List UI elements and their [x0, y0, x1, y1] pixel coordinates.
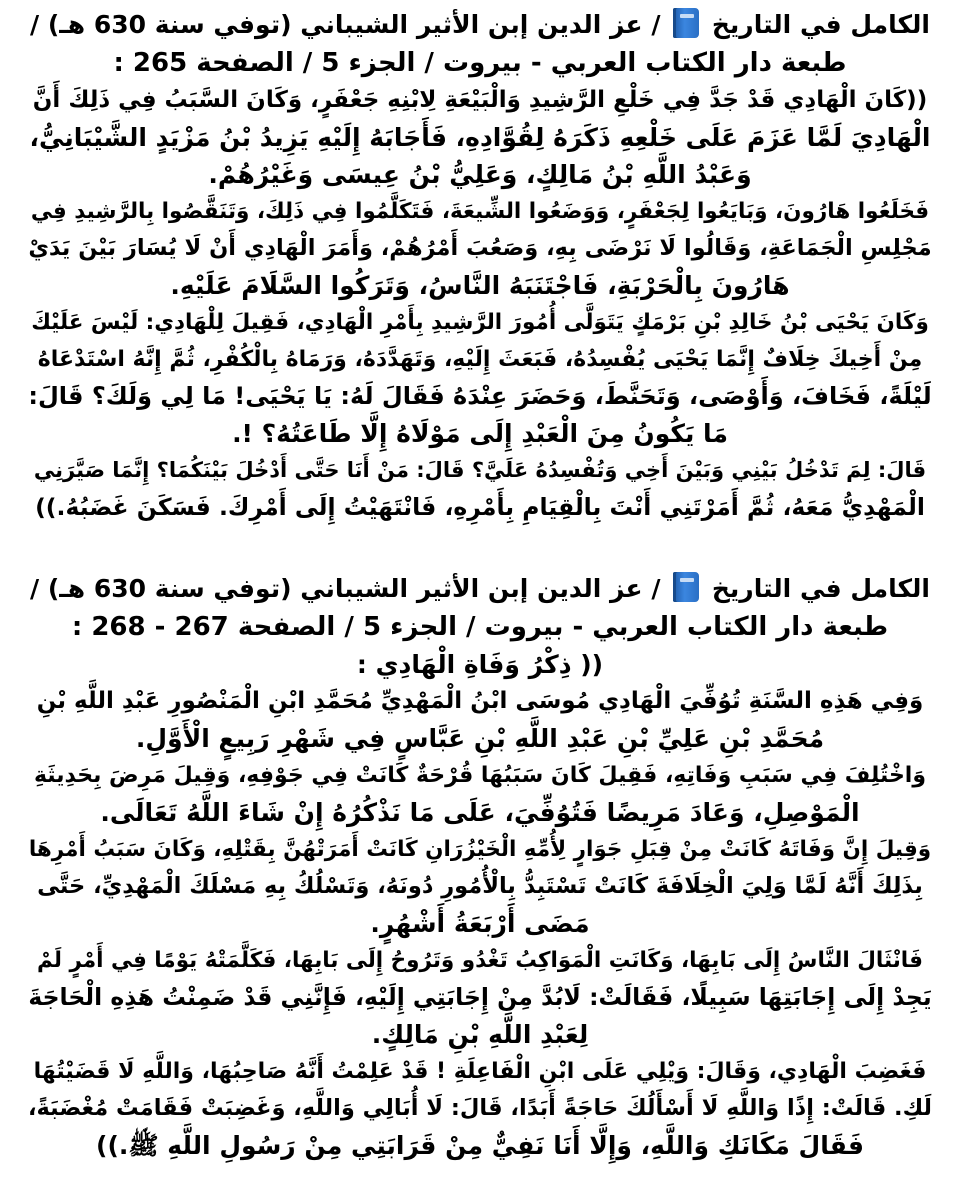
- paragraph: [28, 193, 932, 304]
- text-line: قَالَ: لِمَ تَدْخُلُ بَيْنِي وَبَيْنَ أَخِي وَتُفْسِدُهُ عَلَيَّ؟ قَالَ: مَنْ أَنَا حَتَّى أَدْخُلَ بَيْنَكُمَا؟ إِنَّمَا صَيَّرَنِي: [33, 458, 927, 482]
- paragraph: [28, 304, 932, 452]
- text-line: الْمَهْدِيُّ مَعَهُ، ثُمَّ أَمَرْتَنِي أَنْتَ بِالْقِيَامِ بِأَمْرِهِ، فَانْتَهَيْتُ إِلَى أَمْرِكَ. فَسَكَنَ غَضَبُهُ.)): [35, 493, 925, 521]
- quote-section-1: [28, 6, 932, 526]
- text-line: ((كَانَ الْهَادِي قَدْ جَدَّ فِي خَلْعِ الرَّشِيدِ وَالْبَيْعَةِ لِابْنِهِ جَعْفَرٍ، وَكَانَ السَّبَبُ فِي ذَلِكَ أَنَّ: [32, 87, 928, 113]
- text-line: فَغَضِبَ الْهَادِي، وَقَالَ: وَيْلِي عَلَى ابْنِ الْفَاعِلَةِ ! قَدْ عَلِمْتُ أَنَّهُ صَاحِبُهَا، وَاللَّهِ لَا قَضَيْتُهَا: [33, 1059, 927, 1084]
- paragraph: [28, 683, 932, 757]
- author-info: / عز الدين إبن الأثير الشيباني (توفي سنة 630 هـ) /: [30, 10, 661, 39]
- text-line: لَيْلَةً، فَخَافَ، وَأَوْصَى، وَتَحَنَّطَ، وَحَضَرَ عِنْدَهُ فَقَالَ لَهُ: يَا يَحْيَى! مَا لِي وَلَكَ؟ قَالَ:: [28, 382, 932, 410]
- source-header-line-1: [28, 6, 932, 44]
- text-line: هَارُونَ بِالْحَرْبَةِ، فَاجْتَنَبَهُ النَّاسُ، وَتَرَكُوا السَّلَامَ عَلَيْهِ.: [170, 271, 790, 300]
- text-line: وَاخْتُلِفَ فِي سَبَبِ وَفَاتِهِ، فَقِيلَ كَانَ سَبَبُهَا قُرْحَةٌ كَانَتْ فِي جَوْفِهِ، وَقِيلَ مَرِضَ بِحَدِيثَةِ: [33, 763, 927, 788]
- blue-book-icon: [673, 572, 699, 602]
- text-line: (( ذِكْرُ وَفَاةِ الْهَادِي :: [356, 650, 604, 679]
- quote-section-2: [28, 570, 932, 1164]
- book-title: الكامل في التاريخ: [711, 10, 930, 39]
- paragraph: [28, 831, 932, 942]
- text-line: لِعَبْدِ اللَّهِ بْنِ مَالِكٍ.: [371, 1020, 589, 1049]
- text-line: فَقَالَ مَكَانَكِ وَاللَّهِ، وَإِلَّا أَنَا نَفِيٌّ مِنْ قَرَابَتِي مِنْ رَسُولِ اللَّهِ ﷺ.)): [96, 1131, 864, 1160]
- paragraph: [28, 452, 932, 526]
- book-title: الكامل في التاريخ: [711, 574, 930, 603]
- text-line: وَقِيلَ إِنَّ وَفَاتَهُ كَانَتْ مِنْ قِبَلِ جَوَارٍ لِأُمِّهِ الْخَيْزُرَانِ كَانَتْ أَمَرَتْهُنَّ بِقَتْلِهِ، وَكَانَ سَبَبُ أَمْرِهَا: [28, 837, 932, 862]
- text-line: وَفِي هَذِهِ السَّنَةِ تُوُفِّيَ الْهَادِي مُوسَى ابْنُ الْمَهْدِيِّ مُحَمَّدِ ابْنِ الْمَنْصُورِ عَبْدِ اللَّهِ بْنِ: [36, 688, 924, 714]
- paragraph: [28, 757, 932, 831]
- text-line: يَجِدْ إِلَى إِجَابَتِهَا سَبِيلًا، فَقَالَتْ: لَابُدَّ مِنْ إِجَابَتِي إِلَيْهِ، فَإِنَّنِي قَدْ ضَمِنْتُ هَذِهِ الْحَاجَةَ: [28, 983, 932, 1011]
- source-header-line-2: طبعة دار الكتاب العربي - بيروت / الجزء 5 / الصفحة 267 - 268 :: [71, 612, 889, 642]
- text-line: بِذَلِكَ أَنَّهُ لَمَّا وَلِيَ الْخِلَافَةَ كَانَتْ تَسْتَبِدُّ بِالْأُمُورِ دُونَهُ، وَتَسْلُكُ بِهِ مَسْلَكَ الْمَهْدِيِّ، حَتَّى: [37, 873, 923, 899]
- section-heading: [28, 646, 932, 683]
- text-line: الْمَوْصِلِ، وَعَادَ مَرِيضًا فَتُوُفِّيَ، عَلَى مَا نَذْكُرُهُ إِنْ شَاءَ اللَّهُ تَعَالَى.: [100, 798, 860, 827]
- paragraph: [28, 82, 932, 193]
- source-header-line-1: [28, 570, 932, 608]
- paragraph: [28, 1053, 932, 1164]
- text-line: مُحَمَّدِ بْنِ عَلِيِّ بْنِ عَبْدِ اللَّهِ بْنِ عَبَّاسٍ فِي شَهْرِ رَبِيعٍ الْأَوَّلِ.: [135, 724, 825, 753]
- paragraph: [28, 942, 932, 1053]
- text-line: مَجْلِسِ الْجَمَاعَةِ، وَقَالُوا لَا نَرْضَى بِهِ، وَصَعُبَ أَمْرُهُمْ، وَأَمَرَ الْهَادِي أَنْ لَا يُسَارَ بَيْنَ يَدَيْ: [28, 235, 932, 261]
- author-info: / عز الدين إبن الأثير الشيباني (توفي سنة 630 هـ) /: [30, 574, 661, 603]
- text-line: مِنْ أَخِيكَ خِلَافٌ إِنَّمَا يَحْيَى يُفْسِدُهُ، فَبَعَثَ إِلَيْهِ، وَتَهَدَّدَهُ، وَرَمَاهُ بِالْكُفْرِ، ثُمَّ إِنَّهُ اسْتَدْعَاهُ: [37, 347, 923, 372]
- blue-book-icon: [673, 8, 699, 38]
- text-line: لَكِ. قَالَتْ: إِذًا وَاللَّهِ لَا أَسْأَلُكَ حَاجَةً أَبَدًا، قَالَ: لَا أُبَالِي وَاللَّهِ، وَغَضِبَتْ فَقَامَتْ مُغْضَبَةً،: [27, 1095, 932, 1121]
- text-line: وَعَبْدُ اللَّهِ بْنُ مَالِكٍ، وَعَلِيُّ بْنُ عِيسَى وَغَيْرُهُمْ.: [208, 160, 752, 189]
- text-line: فَانْثَالَ النَّاسُ إِلَى بَابِهَا، وَكَانَتِ الْمَوَاكِبُ تَغْدُو وَتَرُوحُ إِلَى بَابِهَا، فَكَلَّمَتْهُ يَوْمًا فِي أَمْرٍ لَمْ: [37, 948, 923, 973]
- text-line: مَضَى أَرْبَعَةُ أَشْهُرٍ.: [370, 909, 590, 938]
- text-line: مَا يَكُونُ مِنَ الْعَبْدِ إِلَى مَوْلَاهُ إِلَّا طَاعَتُهُ؟ !.: [232, 419, 728, 448]
- text-line: فَخَلَعُوا هَارُونَ، وَبَايَعُوا لِجَعْفَرٍ، وَوَضَعُوا الشِّيعَةَ، فَتَكَلَّمُوا فِي ذَلِكَ، وَتَنَقَّصُوا بِالرَّشِيدِ فِي: [30, 199, 930, 224]
- text-line: الْهَادِيَ لَمَّا عَزَمَ عَلَى خَلْعِهِ ذَكَرَهُ لِقُوَّادِهِ، فَأَجَابَهُ إِلَيْهِ يَزِيدُ بْنُ مَزْيَدٍ الشَّيْبَانِيُّ،: [29, 123, 931, 152]
- text-line: وَكَانَ يَحْيَى بْنُ خَالِدِ بْنِ بَرْمَكٍ يَتَوَلَّى أُمُورَ الرَّشِيدِ بِأَمْرِ الْهَادِي، فَقِيلَ لِلْهَادِي: لَيْسَ عَلَيْكَ: [31, 310, 929, 335]
- source-header-line-2: طبعة دار الكتاب العربي - بيروت / الجزء 5 / الصفحة 265 :: [113, 48, 847, 78]
